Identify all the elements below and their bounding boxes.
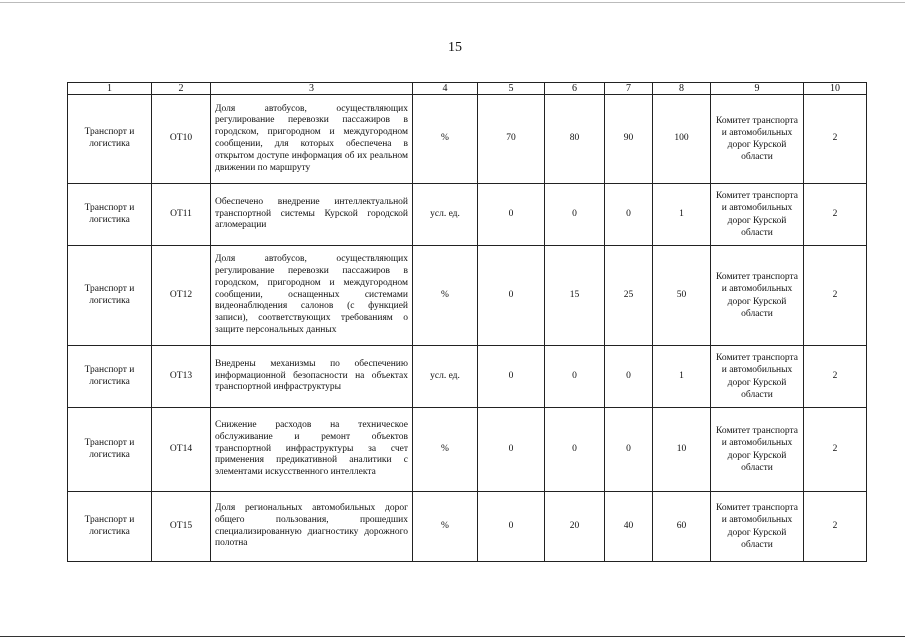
value-cell-10: 2 (804, 492, 867, 562)
value-cell-6: 0 (545, 408, 605, 492)
value-cell-6: 80 (545, 95, 605, 184)
header-cell-6: 6 (545, 83, 605, 95)
header-cell-7: 7 (605, 83, 653, 95)
value-cell-7: 0 (605, 408, 653, 492)
value-cell-5: 0 (478, 346, 545, 408)
value-cell-6: 0 (545, 184, 605, 246)
table-row (68, 346, 867, 408)
value-cell-7: 25 (605, 246, 653, 346)
value-cell-6: 0 (545, 346, 605, 408)
description-cell: Доля региональных автомобильных дорог общего пользования, прошедших специализированную диагностику дорожного полотна (211, 492, 413, 562)
value-cell-8: 10 (653, 408, 711, 492)
description-cell: Снижение расходов на техническое обслуживание и ремонт объектов транспортной инфраструктуры за счет применения предикативной аналитики с элементами искусственного интеллекта (211, 408, 413, 492)
header-cell-2: 2 (152, 83, 211, 95)
value-cell-6: 15 (545, 246, 605, 346)
code-cell: ОТ15 (152, 492, 211, 562)
value-cell-5: 0 (478, 184, 545, 246)
value-cell-7: 0 (605, 346, 653, 408)
responsible-cell: Комитет транспорта и автомобильных дорог Курской области (711, 492, 804, 562)
responsible-cell: Комитет транспорта и автомобильных дорог Курской области (711, 346, 804, 408)
value-cell-8: 1 (653, 346, 711, 408)
unit-cell: % (413, 95, 478, 184)
value-cell-7: 90 (605, 95, 653, 184)
value-cell-8: 60 (653, 492, 711, 562)
header-row (68, 83, 867, 95)
unit-cell: усл. ед. (413, 346, 478, 408)
header-cell-8: 8 (653, 83, 711, 95)
header-cell-9: 9 (711, 83, 804, 95)
area-cell: Транспорт и логистика (68, 184, 152, 246)
responsible-cell: Комитет транспорта и автомобильных дорог Курской области (711, 184, 804, 246)
description-cell: Доля автобусов, осуществляющих регулирование перевозки пассажиров в городском, пригородном и междугородном сообщении, оснащенных системами видеонаблюдения салонов (с функцией записи), соответствующих требованиям о защите персональных данных (211, 246, 413, 346)
value-cell-7: 0 (605, 184, 653, 246)
area-cell: Транспорт и логистика (68, 95, 152, 184)
responsible-cell: Комитет транспорта и автомобильных дорог Курской области (711, 408, 804, 492)
value-cell-5: 0 (478, 408, 545, 492)
description-cell: Обеспечено внедрение интеллектуальной транспортной системы Курской городской агломерации (211, 184, 413, 246)
table-row (68, 408, 867, 492)
top-border-line (0, 2, 905, 3)
area-cell: Транспорт и логистика (68, 246, 152, 346)
table-row (68, 246, 867, 346)
header-cell-10: 10 (804, 83, 867, 95)
value-cell-10: 2 (804, 246, 867, 346)
header-cell-4: 4 (413, 83, 478, 95)
value-cell-10: 2 (804, 346, 867, 408)
unit-cell: % (413, 492, 478, 562)
description-cell: Доля автобусов, осуществляющих регулирование перевозки пассажиров в городском, пригородном и междугородном сообщении, для которых обеспечена в открытом доступе информация об их реальном движении по маршруту (211, 95, 413, 184)
value-cell-10: 2 (804, 408, 867, 492)
header-cell-1: 1 (68, 83, 152, 95)
code-cell: ОТ10 (152, 95, 211, 184)
area-cell: Транспорт и логистика (68, 346, 152, 408)
value-cell-10: 2 (804, 95, 867, 184)
responsible-cell: Комитет транспорта и автомобильных дорог Курской области (711, 95, 804, 184)
area-cell: Транспорт и логистика (68, 492, 152, 562)
value-cell-5: 0 (478, 492, 545, 562)
value-cell-5: 0 (478, 246, 545, 346)
code-cell: ОТ11 (152, 184, 211, 246)
code-cell: ОТ12 (152, 246, 211, 346)
value-cell-7: 40 (605, 492, 653, 562)
value-cell-8: 100 (653, 95, 711, 184)
unit-cell: % (413, 246, 478, 346)
value-cell-8: 1 (653, 184, 711, 246)
table-row (68, 184, 867, 246)
code-cell: ОТ14 (152, 408, 211, 492)
responsible-cell: Комитет транспорта и автомобильных дорог Курской области (711, 246, 804, 346)
bottom-border-line (0, 636, 905, 637)
area-cell: Транспорт и логистика (68, 408, 152, 492)
description-cell: Внедрены механизмы по обеспечению информационной безопасности на объектах транспортной инфраструктуры (211, 346, 413, 408)
unit-cell: % (413, 408, 478, 492)
header-cell-3: 3 (211, 83, 413, 95)
value-cell-10: 2 (804, 184, 867, 246)
table-row (68, 95, 867, 184)
indicators-table (67, 82, 867, 562)
code-cell: ОТ13 (152, 346, 211, 408)
page-number: 15 (448, 40, 462, 55)
value-cell-8: 50 (653, 246, 711, 346)
value-cell-5: 70 (478, 95, 545, 184)
value-cell-6: 20 (545, 492, 605, 562)
table-row (68, 492, 867, 562)
header-cell-5: 5 (478, 83, 545, 95)
unit-cell: усл. ед. (413, 184, 478, 246)
